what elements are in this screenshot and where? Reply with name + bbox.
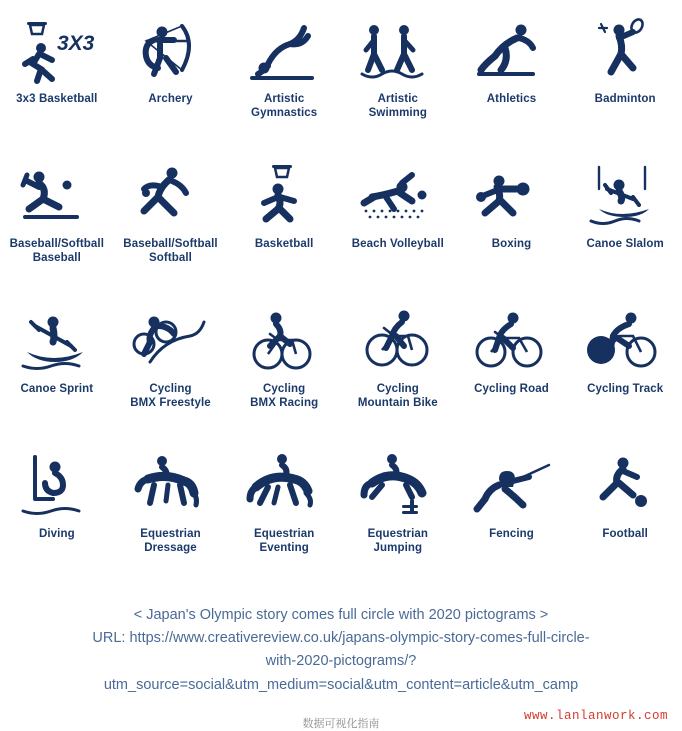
pictogram-cell-equestrian-eventing[interactable] <box>227 443 341 588</box>
footer-line-4: utm_source=social&utm_medium=social&utm_content=article&utm_camp <box>103 676 579 693</box>
pictogram-label: Canoe Slalom <box>586 238 664 250</box>
source-note: 数据可视化指南 <box>302 717 380 730</box>
pictogram-label: 3x3 Basketball <box>16 93 98 105</box>
pictogram-canoe-sprint-icon <box>11 304 103 378</box>
pictogram-cell-boxing[interactable] <box>455 153 569 298</box>
pictogram-cell-equestrian-jumping[interactable] <box>341 443 455 588</box>
pictogram-cell-cycling-mountain-bike[interactable] <box>341 298 455 443</box>
pictogram-label: Cycling Track <box>587 383 664 395</box>
pictogram-cell-football[interactable] <box>568 443 682 588</box>
pictogram-label: Equestrian Eventing <box>253 528 315 555</box>
pictogram-cell-canoe-sprint[interactable] <box>0 298 114 443</box>
pictogram-cell-cycling-road[interactable] <box>455 298 569 443</box>
pictogram-cell-basketball[interactable] <box>227 153 341 298</box>
pictogram-label: Diving <box>38 528 75 540</box>
pictogram-equestrian-dressage-icon <box>124 449 216 523</box>
watermark: www.lanlanwork.com <box>523 709 668 723</box>
pictogram-cell-cycling-bmx-racing[interactable] <box>227 298 341 443</box>
pictogram-label: Equestrian Dressage <box>140 528 201 555</box>
pictogram-cell-artistic-gymnastics[interactable] <box>227 8 341 153</box>
pictogram-cell-diving[interactable] <box>0 443 114 588</box>
pictogram-cycling-mountain-bike-icon <box>352 304 444 378</box>
pictogram-boxing-icon <box>465 159 557 233</box>
pictogram-label: Cycling Mountain Bike <box>357 383 438 410</box>
pictogram-label: Badminton <box>594 93 656 105</box>
pictogram-label: Athletics <box>486 93 537 105</box>
svg-text:3X3: 3X3 <box>56 32 95 55</box>
footer-line-2: URL: https://www.creativereview.co.uk/japans-olympic-story-comes-full-circle- <box>92 630 590 647</box>
pictogram-3x3-basketball-icon <box>11 14 103 88</box>
pictogram-cell-archery[interactable] <box>114 8 228 153</box>
pictogram-football-icon <box>579 449 671 523</box>
pictogram-cell-canoe-slalom[interactable] <box>568 153 682 298</box>
pictogram-cell-fencing[interactable] <box>455 443 569 588</box>
pictogram-fencing-icon <box>465 449 557 523</box>
pictogram-cell-beach-volleyball[interactable] <box>341 153 455 298</box>
pictogram-diving-icon <box>11 449 103 523</box>
pictogram-artistic-gymnastics-icon <box>238 14 330 88</box>
pictogram-cell-cycling-bmx-freestyle[interactable] <box>114 298 228 443</box>
pictogram-label: Cycling BMX Freestyle <box>130 383 211 410</box>
pictogram-archery-icon <box>124 14 216 88</box>
pictogram-cycling-bmx-freestyle-icon <box>124 304 216 378</box>
pictogram-label: Equestrian Jumping <box>367 528 429 555</box>
pictogram-basketball-icon <box>238 159 330 233</box>
pictogram-cycling-track-icon <box>579 304 671 378</box>
source-footer <box>0 604 682 697</box>
pictogram-athletics-icon <box>465 14 557 88</box>
pictogram-label: Fencing <box>489 528 534 540</box>
pictogram-cell-basketball-3x3[interactable] <box>0 8 114 153</box>
pictogram-label: Football <box>602 528 648 540</box>
pictogram-canoe-slalom-icon <box>579 159 671 233</box>
pictogram-label: Boxing <box>491 238 532 250</box>
pictogram-label: Archery <box>148 93 193 105</box>
pictogram-baseball-icon <box>11 159 103 233</box>
pictogram-label: Cycling BMX Racing <box>250 383 319 410</box>
pictogram-softball-icon <box>124 159 216 233</box>
pictogram-label: Baseball/Softball Softball <box>123 238 218 265</box>
pictogram-cell-athletics[interactable] <box>455 8 569 153</box>
pictogram-label: Canoe Sprint <box>20 383 94 395</box>
footer-line-3: with-2020-pictograms/? <box>265 653 417 670</box>
pictogram-label: Beach Volleyball <box>351 238 444 250</box>
footer-line-1: < Japan's Olympic story comes full circle with 2020 pictograms > <box>133 607 549 623</box>
pictogram-beach-volleyball-icon <box>352 159 444 233</box>
pictogram-label: Baseball/Softball Baseball <box>9 238 105 265</box>
pictogram-label: Artistic Swimming <box>368 93 427 120</box>
pictogram-label: Cycling Road <box>474 383 549 395</box>
pictogram-cycling-road-icon <box>465 304 557 378</box>
pictogram-cell-badminton[interactable] <box>568 8 682 153</box>
pictogram-label: Artistic Gymnastics <box>251 93 318 120</box>
pictogram-grid <box>0 8 682 588</box>
pictogram-cell-artistic-swimming[interactable] <box>341 8 455 153</box>
pictogram-cell-equestrian-dressage[interactable] <box>114 443 228 588</box>
pictogram-cycling-bmx-racing-icon <box>238 304 330 378</box>
pictogram-cell-cycling-track[interactable] <box>568 298 682 443</box>
pictogram-cell-baseball[interactable] <box>0 153 114 298</box>
pictogram-artistic-swimming-icon <box>352 14 444 88</box>
pictogram-equestrian-eventing-icon <box>238 449 330 523</box>
pictogram-cell-softball[interactable] <box>114 153 228 298</box>
pictogram-label: Basketball <box>254 238 314 250</box>
pictogram-equestrian-jumping-icon <box>352 449 444 523</box>
pictogram-badminton-icon <box>579 14 671 88</box>
